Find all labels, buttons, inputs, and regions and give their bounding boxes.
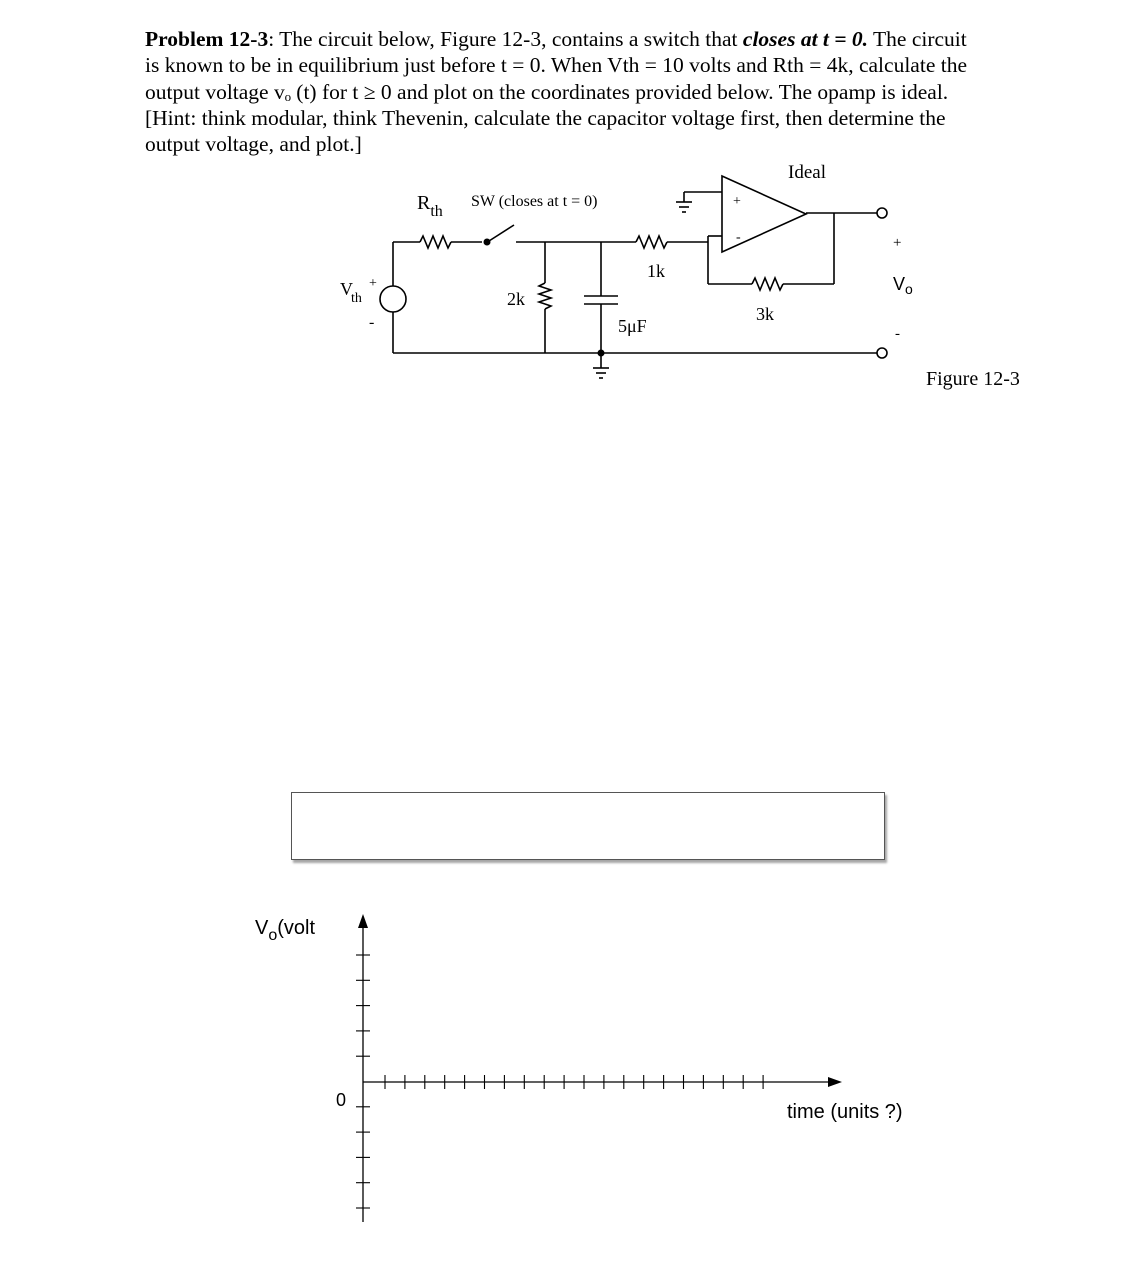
switch-label: SW (closes at t = 0) xyxy=(471,193,598,210)
vth-plus: + xyxy=(369,276,377,291)
circuit-diagram xyxy=(0,0,1130,420)
vth-minus: - xyxy=(369,314,375,331)
vo-minus: - xyxy=(895,326,900,342)
cap-label: 5μF xyxy=(618,316,647,336)
r1k-label: 1k xyxy=(647,261,665,281)
y-axis-label: $V_o(volt$ xyxy=(255,917,316,944)
problem-line-2: is known to be in equilibrium just before t = 0. When Vth = 10 volts and Rth = 4k, calculate the xyxy=(145,53,967,78)
answer-box[interactable] xyxy=(291,792,885,860)
resistor-3k xyxy=(752,278,783,290)
rth-label: $R_{th}$ xyxy=(417,192,443,220)
switch-condition: closes at t = 0. xyxy=(742,27,869,51)
switch-blade xyxy=(489,225,514,241)
opamp-plus: + xyxy=(733,194,741,209)
voltage-source xyxy=(380,286,406,312)
r2k-label: 2k xyxy=(507,289,525,309)
origin-label: 0 xyxy=(336,1090,347,1110)
output-terminal-bottom xyxy=(877,348,887,358)
problem-line-1: Problem 12-3: The circuit below, Figure 12-3, contains a switch that closes at t = 0. The circuit xyxy=(145,27,967,51)
x-axis-arrow xyxy=(828,1077,842,1087)
y-axis-arrow xyxy=(358,914,368,928)
problem-line-3: output voltage vₒ (t) for t ≥ 0 and plot on the coordinates provided below. The opamp is ideal. xyxy=(145,79,949,104)
opamp-label: Ideal xyxy=(788,162,826,183)
output-terminal-top xyxy=(877,208,887,218)
vo-label: $V_o$ xyxy=(893,274,913,297)
r3k-label: 3k xyxy=(756,304,774,324)
resistor-rth xyxy=(420,236,451,248)
ground-node-dot xyxy=(598,350,605,357)
x-axis-label: time (units ?) xyxy=(787,1101,903,1123)
vth-label: Vth xyxy=(340,279,362,306)
figure-label: Figure 12-3 xyxy=(926,368,1020,390)
problem-line-4: [Hint: think modular, think Thevenin, calculate the capacitor voltage first, then determine the xyxy=(145,105,946,130)
resistor-1k xyxy=(636,236,667,248)
resistor-2k xyxy=(539,283,551,309)
opamp-minus: - xyxy=(736,230,741,245)
problem-line-5: output voltage, and plot.] xyxy=(145,132,362,157)
vo-plus: + xyxy=(893,235,902,251)
switch-contact xyxy=(484,239,491,246)
problem-label: Problem 12-3 xyxy=(145,27,269,51)
opamp xyxy=(722,176,806,252)
